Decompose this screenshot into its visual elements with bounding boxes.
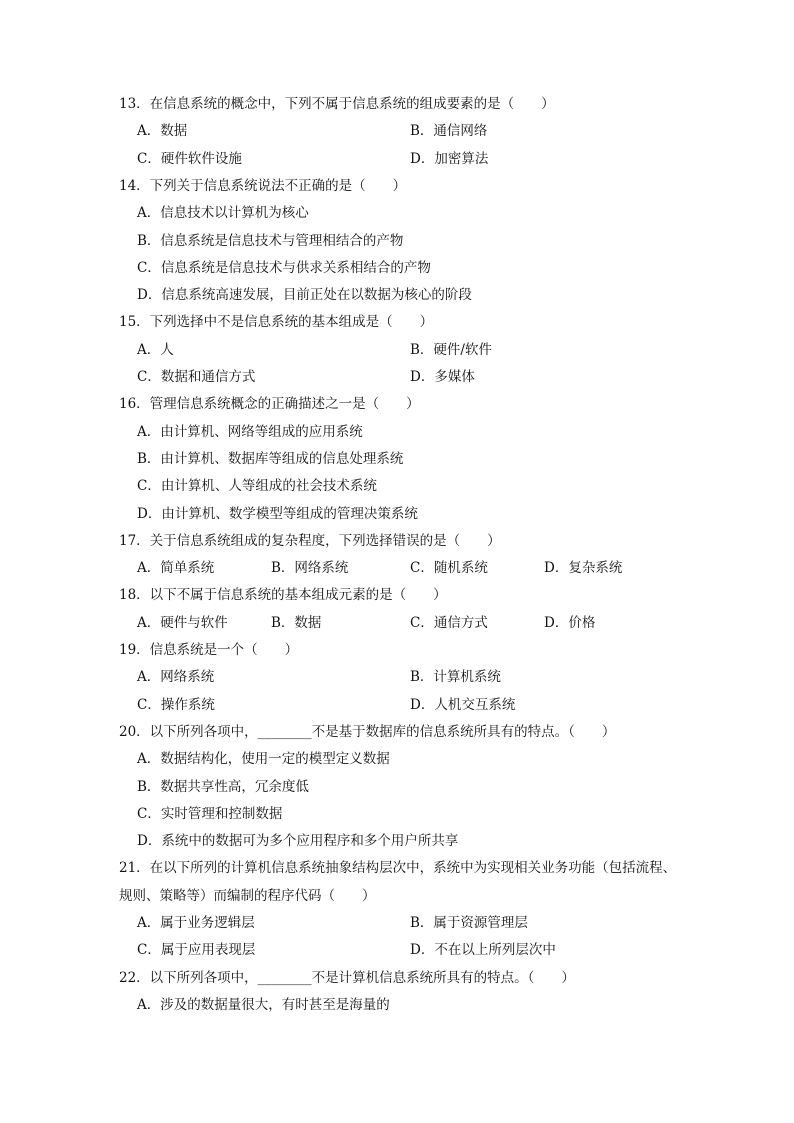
question-stem: 21．在以下所列的计算机信息系统抽象结构层次中，系统中为实现相关业务功能（包括流程、 [119,860,677,877]
question-stem: 22．以下所列各项中，________不是计算机信息系统所具有的特点。（ ） [119,969,575,986]
answer-option: D．系统中的数据可为多个应用程序和多个用户所共享 [137,833,459,850]
answer-option: D．复杂系统 [544,560,623,577]
answer-option: D．由计算机、数学模型等组成的管理决策系统 [137,505,418,522]
answer-option: B．计算机系统 [410,669,501,686]
answer-option: C．属于应用表现层 [137,942,256,959]
question-stem: 16．管理信息系统概念的正确描述之一是（ ） [119,396,420,413]
answer-option: C．数据和通信方式 [137,369,256,385]
answer-option: C．实时管理和控制数据 [137,805,283,822]
answer-option: D．不在以上所列层次中 [410,942,556,959]
answer-option: A．数据 [137,123,188,140]
answer-option: A．人 [137,341,174,358]
answer-option: C．通信方式 [410,614,488,631]
question-stem: 17．关于信息系统组成的复杂程度，下列选择错误的是（ ） [119,532,501,549]
answer-option: A．硬件与软件 [137,614,228,631]
answer-option: A．简单系统 [137,560,215,577]
answer-option: B．硬件/软件 [410,341,492,358]
answer-option: B．数据 [271,614,322,631]
answer-option: B．由计算机、数据库等组成的信息处理系统 [137,450,404,467]
answer-option: D．多媒体 [410,369,475,385]
answer-option: D．价格 [544,614,596,631]
answer-option: C．随机系统 [410,560,488,577]
answer-option: A．涉及的数据量很大，有时甚至是海量的 [137,996,390,1013]
question-stem: 20．以下所列各项中，________不是基于数据库的信息系统所具有的特点。（ ） [119,723,616,740]
question-stem: 13．在信息系统的概念中，下列不属于信息系统的组成要素的是（ ） [119,96,555,112]
question-stem: 19．信息系统是一个（ ） [119,642,299,658]
answer-option: D．加密算法 [410,150,489,167]
answer-option: A．由计算机、网络等组成的应用系统 [137,423,363,440]
answer-option: A．属于业务逻辑层 [137,915,255,931]
answer-option: C．由计算机、人等组成的社会技术系统 [137,478,377,495]
answer-option: C．信息系统是信息技术与供求关系相结合的产物 [137,259,431,276]
answer-option: B．数据共享性高，冗余度低 [137,778,309,795]
question-stem: 15．下列选择中不是信息系统的基本组成是（ ） [119,314,434,331]
answer-option: A．数据结构化，使用一定的模型定义数据 [137,751,390,768]
answer-option: D．人机交互系统 [410,696,516,713]
answer-option: B．属于资源管理层 [410,915,528,931]
answer-option: B．信息系统是信息技术与管理相结合的产物 [137,232,404,249]
answer-option: B．通信网络 [410,123,488,140]
answer-option: C．操作系统 [137,696,215,713]
answer-option: D．信息系统高速发展，目前正处在以数据为核心的阶段 [137,287,472,304]
answer-option: B．网络系统 [271,560,349,577]
question-stem: 18．以下不属于信息系统的基本组成元素的是（ ） [119,587,447,604]
answer-option: A．信息技术以计算机为核心 [137,205,309,222]
question-stem: 14．下列关于信息系统说法不正确的是（ ） [119,177,407,194]
answer-option: A．网络系统 [137,669,215,686]
answer-option: C．硬件软件设施 [137,150,242,167]
question-stem: 规则、策略等）而编制的程序代码（ ） [119,887,376,904]
